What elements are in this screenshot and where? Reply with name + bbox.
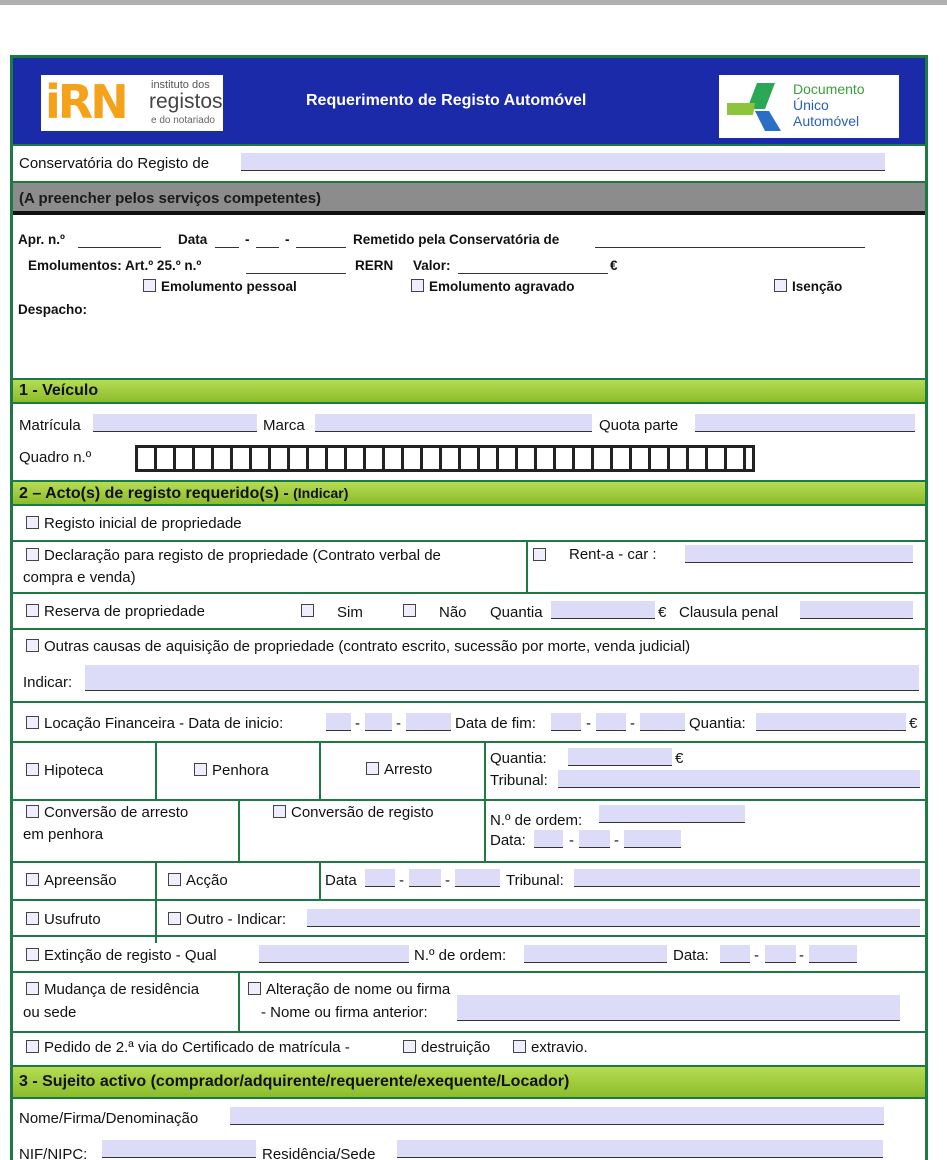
dash: -	[569, 832, 574, 849]
divider	[13, 935, 925, 937]
accao-checkbox[interactable]	[168, 872, 228, 890]
extravio-label: extravio.	[531, 1039, 588, 1056]
dash: -	[285, 232, 290, 247]
dua-logo-line1: Documento	[793, 81, 865, 97]
emolumento-pessoal-label: Emolumento pessoal	[161, 279, 297, 294]
locacao-label: Locação Financeira - Data de inicio:	[44, 715, 284, 732]
arresto-label: Arresto	[384, 761, 433, 778]
hipoteca-label: Hipoteca	[44, 762, 104, 779]
dash: -	[630, 715, 635, 732]
divider	[13, 971, 925, 973]
destruicao-label: destruição	[421, 1039, 491, 1056]
euro-sign: €	[658, 604, 667, 621]
extincao-data-year-input[interactable]	[809, 945, 857, 963]
accao-label: Acção	[186, 872, 228, 889]
euro-sign: €	[675, 750, 684, 767]
mudanca-residencia-checkbox[interactable]	[26, 981, 199, 999]
matricula-input[interactable]	[93, 414, 257, 432]
divider	[13, 1097, 925, 1099]
irn-logo-line1: instituto dos	[151, 79, 210, 91]
dua-logo-mark-icon	[725, 81, 787, 133]
form	[10, 55, 928, 1160]
data-year-input[interactable]	[296, 232, 346, 248]
checkbox-icon	[248, 982, 261, 995]
divider	[238, 973, 240, 1031]
quota-label: Quota parte	[599, 417, 679, 434]
checkbox-icon	[26, 948, 39, 961]
rern-label: RERN	[355, 258, 394, 273]
divider	[155, 743, 157, 799]
valor-label: Valor:	[413, 258, 451, 273]
isencao-label: Isenção	[792, 279, 843, 294]
dash: -	[799, 947, 804, 964]
divider	[13, 741, 925, 743]
conversao-data-day-input[interactable]	[534, 830, 563, 848]
irn-logo	[41, 75, 223, 131]
locacao-inicio-year-input[interactable]	[406, 713, 451, 731]
divider	[238, 801, 240, 861]
pedido-2-via-checkbox[interactable]	[26, 1039, 350, 1057]
matricula-label: Matrícula	[19, 417, 81, 434]
remetido-input[interactable]	[595, 232, 865, 248]
rent-a-car-checkbox[interactable]	[533, 547, 551, 565]
servicos-bar	[13, 183, 925, 215]
checkbox-icon	[26, 604, 39, 617]
alteracao-nome-checkbox[interactable]	[248, 981, 450, 999]
extincao-qual-input[interactable]	[259, 945, 409, 963]
euro-sign: €	[610, 258, 618, 273]
servicos-bar-label: (A preencher pelos serviços competentes)	[19, 190, 322, 207]
checkbox-icon	[26, 982, 39, 995]
checkbox-icon	[26, 516, 39, 529]
accao-data-month-input[interactable]	[409, 869, 441, 887]
dash: -	[586, 715, 591, 732]
divider	[155, 863, 157, 943]
locacao-inicio-day-input[interactable]	[326, 713, 351, 731]
nif-label: NIF/NIPC:	[19, 1146, 88, 1160]
conversao-arresto-label: Conversão de arresto	[44, 804, 189, 821]
tribunal-label: Tribunal:	[490, 772, 548, 789]
accao-data-day-input[interactable]	[365, 869, 395, 887]
checkbox-icon	[26, 639, 39, 652]
section-1-title: 1 - Veículo	[19, 382, 99, 399]
dash: -	[754, 947, 759, 964]
locacao-checkbox[interactable]	[26, 715, 283, 733]
remetido-label: Remetido pela Conservatória de	[353, 232, 560, 247]
hipoteca-tribunal-input[interactable]	[558, 770, 920, 788]
rent-a-car-label: Rent-a - car :	[569, 546, 657, 563]
emolumentos-input[interactable]	[246, 258, 346, 274]
dua-logo-line2: Único	[793, 97, 829, 113]
reserva-checkbox[interactable]	[26, 603, 205, 621]
extincao-n-ordem-input[interactable]	[524, 945, 667, 963]
divider	[13, 701, 925, 703]
nome-anterior-label: - Nome ou firma anterior:	[261, 1004, 428, 1021]
data-label: Data:	[490, 832, 526, 849]
nao-checkbox[interactable]	[403, 603, 421, 621]
form-title: Requerimento de Registo Automóvel	[306, 92, 587, 109]
divider	[526, 542, 528, 592]
hipoteca-checkbox[interactable]	[26, 762, 103, 780]
mudanca-residencia-label-cont: ou sede	[23, 1004, 77, 1021]
data-fim-label: Data de fim:	[455, 715, 536, 732]
conversao-data-year-input[interactable]	[624, 830, 681, 848]
indicar-input[interactable]	[85, 665, 919, 691]
divider	[319, 743, 321, 799]
locacao-quantia-input[interactable]	[756, 713, 906, 731]
checkbox-icon	[403, 1040, 416, 1053]
penhora-checkbox[interactable]	[194, 762, 269, 780]
irn-logo-letters: iRN	[45, 75, 126, 129]
irn-logo-line3: e do notariado	[151, 115, 215, 126]
checkbox-icon	[366, 762, 379, 775]
dash: -	[396, 715, 401, 732]
extincao-label: Extinção de registo - Qual	[44, 947, 217, 964]
data-label: Data	[325, 872, 357, 889]
mudanca-residencia-label: Mudança de residência	[44, 981, 200, 998]
emolumento-pessoal-checkbox[interactable]	[143, 278, 297, 296]
divider	[13, 592, 925, 594]
divider	[319, 863, 321, 899]
quadro-label: Quadro n.º	[19, 449, 92, 466]
locacao-fim-month-input[interactable]	[596, 713, 626, 731]
quantia-label: Quantia:	[490, 750, 547, 767]
divider	[13, 540, 925, 542]
checkbox-icon	[168, 873, 181, 886]
divider	[13, 402, 925, 404]
conversao-data-month-input[interactable]	[579, 830, 610, 848]
section-3-header	[13, 1067, 925, 1097]
checkbox-icon	[168, 912, 181, 925]
outras-causas-label: Outras causas de aquisição de propriedade (contrato escrito, sucessão por morte, venda judicial)	[44, 638, 691, 655]
apreensao-label: Apreensão	[44, 872, 117, 889]
sim-label: Sim	[337, 604, 363, 621]
conversao-registo-label: Conversão de registo	[291, 804, 434, 821]
quantia-label: Quantia	[490, 604, 543, 621]
reserva-label: Reserva de propriedade	[44, 603, 205, 620]
outras-causas-checkbox[interactable]	[26, 638, 690, 656]
residencia-input[interactable]	[397, 1140, 883, 1158]
alteracao-nome-label: Alteração de nome ou firma	[266, 981, 451, 998]
declaracao-label: Declaração para registo de propriedade (Contrato verbal de	[44, 547, 441, 564]
divider	[13, 799, 925, 801]
locacao-fim-day-input[interactable]	[551, 713, 581, 731]
tribunal-label: Tribunal:	[506, 872, 564, 889]
marca-label: Marca	[263, 417, 305, 434]
section-1-header	[13, 380, 925, 402]
declaracao-label-cont: compra e venda)	[23, 569, 136, 586]
valor-input[interactable]	[458, 258, 608, 274]
checkbox-icon	[26, 548, 39, 561]
dua-logo-line3: Automóvel	[793, 113, 860, 129]
extravio-checkbox[interactable]	[513, 1039, 588, 1057]
dash: -	[445, 872, 450, 889]
checkbox-icon	[194, 763, 207, 776]
n-ordem-label: N.º de ordem:	[490, 812, 583, 829]
checkbox-icon	[26, 873, 39, 886]
quantia-label: Quantia:	[689, 715, 746, 732]
destruicao-checkbox[interactable]	[403, 1039, 490, 1057]
data-label: Data:	[673, 947, 709, 964]
accao-tribunal-input[interactable]	[574, 869, 920, 887]
apreensao-checkbox[interactable]	[26, 872, 117, 890]
divider	[484, 743, 486, 861]
indicar-label: Indicar:	[23, 674, 73, 691]
nao-label: Não	[439, 604, 467, 621]
rent-a-car-input[interactable]	[685, 545, 913, 563]
divider	[13, 861, 925, 863]
quadro-chassis-input[interactable]	[135, 445, 755, 472]
sim-checkbox[interactable]	[301, 603, 319, 621]
outro-input[interactable]	[307, 909, 920, 927]
despacho-label: Despacho:	[18, 302, 88, 317]
data-day-input[interactable]	[215, 232, 239, 248]
emolumento-agravado-label: Emolumento agravado	[429, 279, 575, 294]
arresto-checkbox[interactable]	[366, 761, 432, 779]
usufruto-checkbox[interactable]	[26, 911, 101, 929]
conversao-arresto-label-cont: em penhora	[23, 826, 104, 843]
clausula-label: Clausula penal	[679, 604, 779, 621]
apr-input[interactable]	[78, 232, 161, 248]
residencia-label: Residência/Sede	[262, 1146, 376, 1160]
pedido-2-via-label: Pedido de 2.ª via do Certificado de matrícula -	[44, 1039, 350, 1056]
euro-sign: €	[909, 715, 918, 732]
divider	[13, 504, 925, 506]
page	[0, 5, 947, 1160]
nome-anterior-input[interactable]	[457, 995, 900, 1021]
declaracao-checkbox[interactable]	[26, 547, 441, 565]
registo-inicial-checkbox[interactable]	[26, 515, 242, 533]
locacao-fim-year-input[interactable]	[640, 713, 685, 731]
marca-input[interactable]	[315, 414, 592, 432]
nome-firma-label: Nome/Firma/Denominação	[19, 1110, 199, 1127]
outro-label: Outro - Indicar:	[186, 911, 287, 928]
conversao-n-ordem-input[interactable]	[599, 805, 745, 823]
checkbox-icon	[411, 279, 424, 292]
checkbox-icon	[26, 763, 39, 776]
checkbox-icon	[26, 716, 39, 729]
divider	[13, 144, 925, 146]
checkbox-icon	[403, 604, 416, 617]
nome-firma-input[interactable]	[230, 1107, 884, 1125]
checkbox-icon	[513, 1040, 526, 1053]
data-month-input[interactable]	[256, 232, 279, 248]
checkbox-icon	[26, 912, 39, 925]
conversao-arresto-checkbox[interactable]	[26, 804, 188, 822]
reserva-quantia-input[interactable]	[551, 601, 655, 619]
conversao-registo-checkbox[interactable]	[273, 804, 434, 822]
dash: -	[614, 832, 619, 849]
extincao-data-day-input[interactable]	[720, 945, 750, 963]
emolumentos-label: Emolumentos: Art.º 25.º n.º	[28, 258, 202, 273]
extincao-data-month-input[interactable]	[765, 945, 796, 963]
isencao-checkbox[interactable]	[774, 278, 842, 296]
checkbox-icon	[143, 279, 156, 292]
dash: -	[399, 872, 404, 889]
checkbox-icon	[774, 279, 787, 292]
nif-input[interactable]	[102, 1140, 256, 1158]
hipoteca-quantia-input[interactable]	[568, 748, 672, 766]
accao-data-year-input[interactable]	[455, 869, 500, 887]
registo-inicial-label: Registo inicial de propriedade	[44, 515, 242, 532]
dua-logo	[719, 75, 899, 138]
extincao-checkbox[interactable]	[26, 947, 217, 965]
checkbox-icon	[533, 548, 546, 561]
checkbox-icon	[301, 604, 314, 617]
section-3-title: 3 - Sujeito activo (comprador/adquirente/requerente/exequente/Locador)	[19, 1073, 570, 1090]
dash: -	[355, 715, 360, 732]
checkbox-icon	[273, 805, 286, 818]
emolumento-agravado-checkbox[interactable]	[411, 278, 575, 296]
irn-logo-line2: registos	[149, 90, 223, 113]
apr-label: Apr. n.º	[18, 232, 65, 247]
n-ordem-label: N.º de ordem:	[414, 947, 507, 964]
divider	[13, 899, 925, 901]
dash: -	[245, 232, 250, 247]
data-label: Data	[178, 232, 208, 247]
clausula-input[interactable]	[800, 601, 913, 619]
penhora-label: Penhora	[212, 762, 269, 779]
outro-checkbox[interactable]	[168, 911, 286, 929]
quota-input[interactable]	[695, 414, 915, 432]
checkbox-icon	[26, 1040, 39, 1053]
divider	[13, 628, 925, 630]
checkbox-icon	[26, 805, 39, 818]
divider	[13, 1031, 925, 1033]
conservatoria-input[interactable]	[241, 153, 885, 171]
section-2-header	[13, 482, 925, 504]
conservatoria-label: Conservatória do Registo de	[19, 155, 210, 172]
usufruto-label: Usufruto	[44, 911, 101, 928]
locacao-inicio-month-input[interactable]	[365, 713, 392, 731]
section-2-title: 2 – Acto(s) de registo requerido(s) - (Indicar)	[19, 485, 349, 502]
